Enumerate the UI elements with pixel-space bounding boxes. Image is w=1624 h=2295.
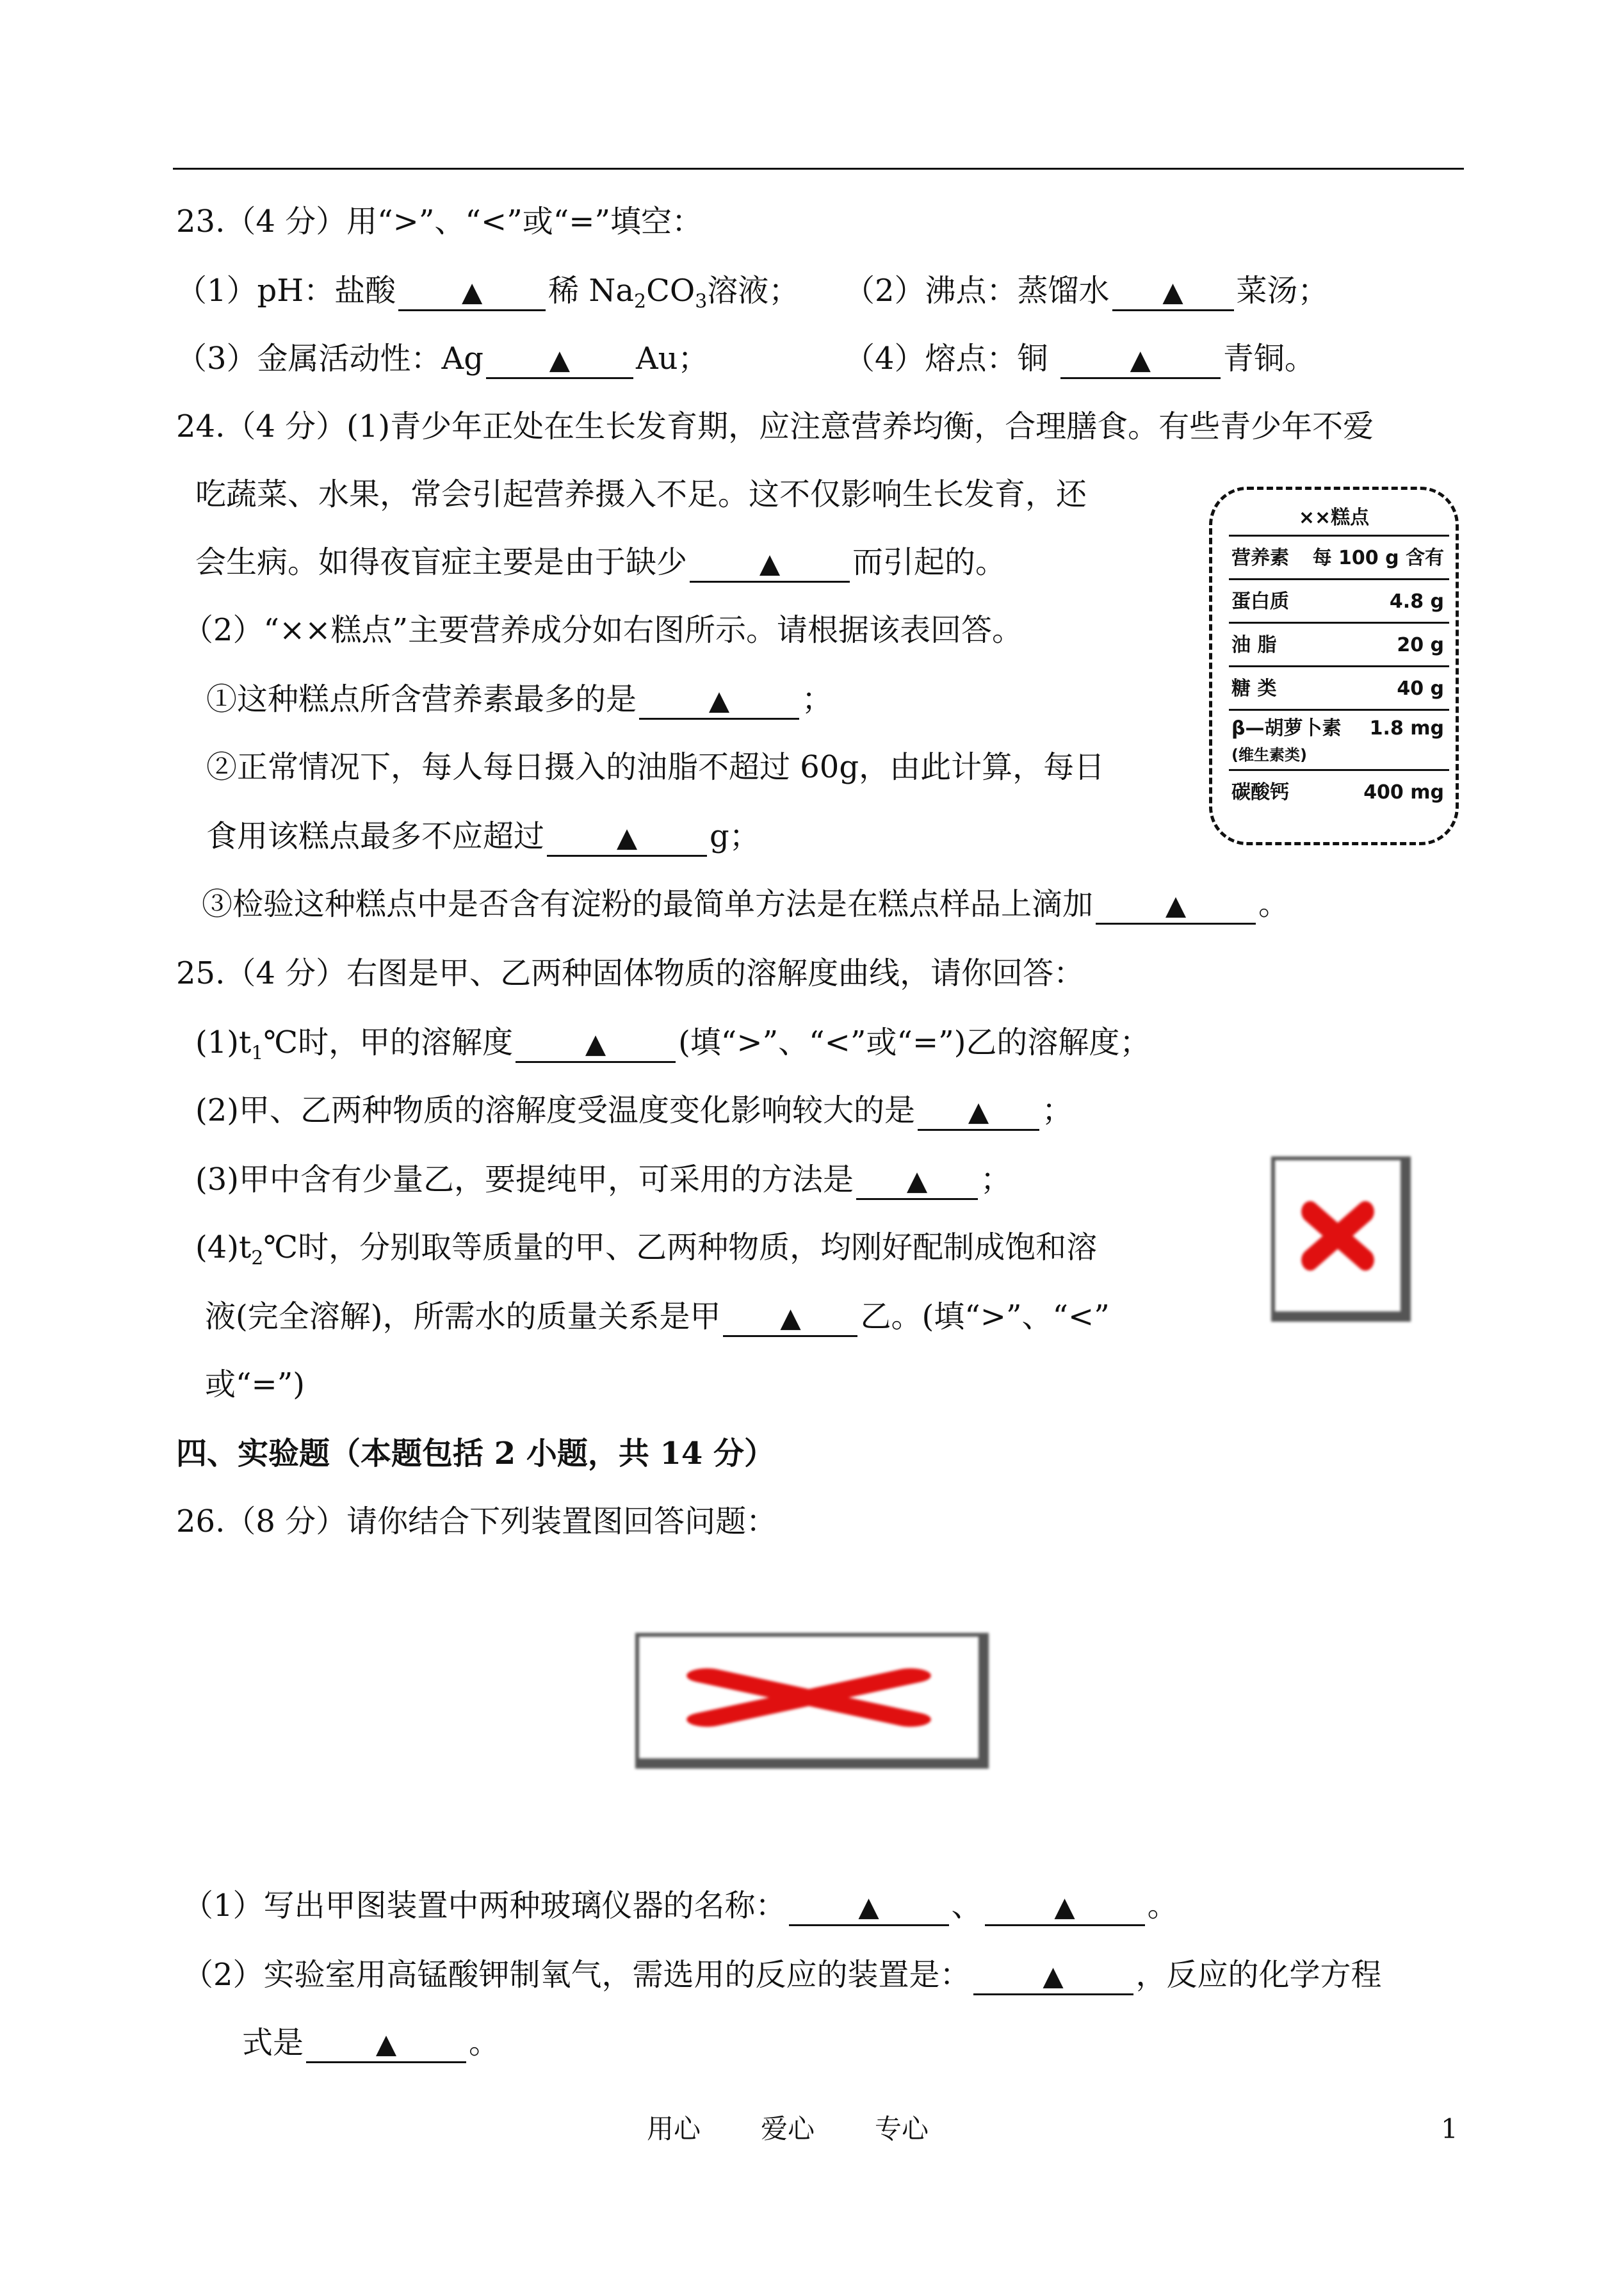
q26-part2: （2）实验室用高锰酸钾制氧气，需选用的反应的装置是： ▲ ，反应的化学方程	[183, 1956, 1382, 1995]
q23-part1: （1）pH：盐酸 ▲ 稀 $Na_2CO_3$溶液；	[176, 273, 800, 313]
page-number: 1	[1441, 2113, 1458, 2145]
q23-part3: （3）金属活动性：Ag ▲ Au；	[176, 339, 709, 379]
nutrition-row: 油 脂 20 g	[1229, 622, 1449, 667]
q25-part1: $(1)t_1℃$时，甲的溶解度 ▲ (填“>”、“<”或“=”)乙的溶解度；	[195, 1025, 1151, 1065]
answer-blank[interactable]: ▲	[1060, 343, 1221, 379]
nutrition-row: 糖 类 40 g	[1229, 665, 1449, 711]
q23-heading: 23.（4 分）用“>”、“<”或“=”填空：	[176, 204, 703, 239]
nutrition-row: 碳酸钙 400 mg	[1229, 769, 1449, 815]
q23-part4: （4）熔点：铜 ▲ 青铜。	[844, 339, 1315, 379]
q25-part4-line3: 或“=”)	[205, 1366, 305, 1402]
q26-part1: （1）写出甲图装置中两种玻璃仪器的名称： ▲ 、 ▲ 。	[183, 1886, 1178, 1926]
q26-heading: 26.（8 分）请你结合下列装置图回答问题：	[176, 1504, 777, 1539]
answer-blank[interactable]: ▲	[856, 1164, 978, 1200]
answer-blank[interactable]: ▲	[306, 2027, 466, 2063]
answer-blank[interactable]: ▲	[1096, 888, 1256, 925]
footer-motto-3: 专心	[875, 2113, 929, 2145]
q25-part4-line2: 液(完全溶解)，所需水的质量关系是甲 ▲ 乙。(填“>”、“<”	[205, 1297, 1110, 1337]
apparatus-diagram-image	[635, 1633, 989, 1769]
answer-blank[interactable]: ▲	[973, 1959, 1133, 1995]
q24-line7: 食用该糕点最多不应超过 ▲ g；	[206, 817, 760, 857]
answer-blank[interactable]: ▲	[398, 275, 546, 311]
nutrition-label	[1209, 487, 1459, 845]
nutrition-row: 蛋白质 4.8 g	[1229, 578, 1449, 624]
broken-image-icon	[1275, 1160, 1401, 1311]
q24-line3: 会生病。如得夜盲症主要是由于缺少 ▲ 而引起的。	[195, 543, 1006, 583]
q24-line8: ③检验这种糕点中是否含有淀粉的最简单方法是在糕点样品上滴加 ▲ 。	[202, 885, 1289, 925]
broken-image-icon	[639, 1637, 978, 1758]
q25-part3: (3)甲中含有少量乙，要提纯甲，可采用的方法是 ▲ ；	[195, 1160, 1011, 1200]
answer-blank[interactable]: ▲	[516, 1026, 676, 1063]
answer-blank[interactable]: ▲	[690, 546, 850, 583]
nutrition-row: β—胡萝卜素 (维生素类) 1.8 mg	[1229, 709, 1449, 771]
answer-blank[interactable]: ▲	[1112, 275, 1234, 311]
answer-blank[interactable]: ▲	[918, 1094, 1039, 1131]
solubility-curve-image	[1271, 1156, 1411, 1322]
section-heading: 四、实验题（本题包括 2 小题，共 14 分）	[176, 1436, 775, 1472]
q25-part2: (2)甲、乙两种物质的溶解度受温度变化影响较大的是 ▲ ；	[195, 1091, 1073, 1131]
footer-motto-1: 用心	[647, 2113, 701, 2145]
header-rule	[173, 168, 1464, 170]
q25-heading: 25.（4 分）右图是甲、乙两种固体物质的溶解度曲线，请你回答：	[176, 955, 1085, 991]
nutrition-header-row: 营养素 每 100 g 含有	[1229, 535, 1449, 580]
answer-blank[interactable]: ▲	[723, 1301, 857, 1337]
q24-line4: （2）“××糕点”主要营养成分如右图所示。请根据该表回答。	[183, 612, 1023, 648]
answer-blank[interactable]: ▲	[639, 683, 799, 720]
q24-line6: ②正常情况下，每人每日摄入的油脂不超过 60g，由此计算，每日	[206, 749, 1105, 785]
answer-blank[interactable]: ▲	[486, 343, 633, 379]
footer-motto-2: 爱心	[761, 2113, 815, 2145]
q24-line2: 吃蔬菜、水果，常会引起营养摄入不足。这不仅影响生长发育，还	[195, 476, 1087, 512]
q24-line5: ①这种糕点所含营养素最多的是 ▲ ；	[206, 680, 832, 720]
q24-heading: 24.（4 分）(1)青少年正处在生长发育期，应注意营养均衡，合理膳食。有些青少年不爱	[176, 409, 1374, 444]
answer-blank[interactable]: ▲	[789, 1890, 949, 1926]
q26-part2-line2: 式是 ▲ 。	[242, 2023, 499, 2063]
answer-blank[interactable]: ▲	[547, 820, 707, 857]
nutrition-title: ××糕点	[1298, 507, 1370, 529]
answer-blank[interactable]: ▲	[985, 1890, 1145, 1926]
q25-part4: $(4)t_2℃$时，分别取等质量的甲、乙两种物质，均刚好配制成饱和溶	[195, 1229, 1098, 1270]
q23-part2: （2）沸点：蒸馏水 ▲ 菜汤；	[844, 272, 1329, 311]
